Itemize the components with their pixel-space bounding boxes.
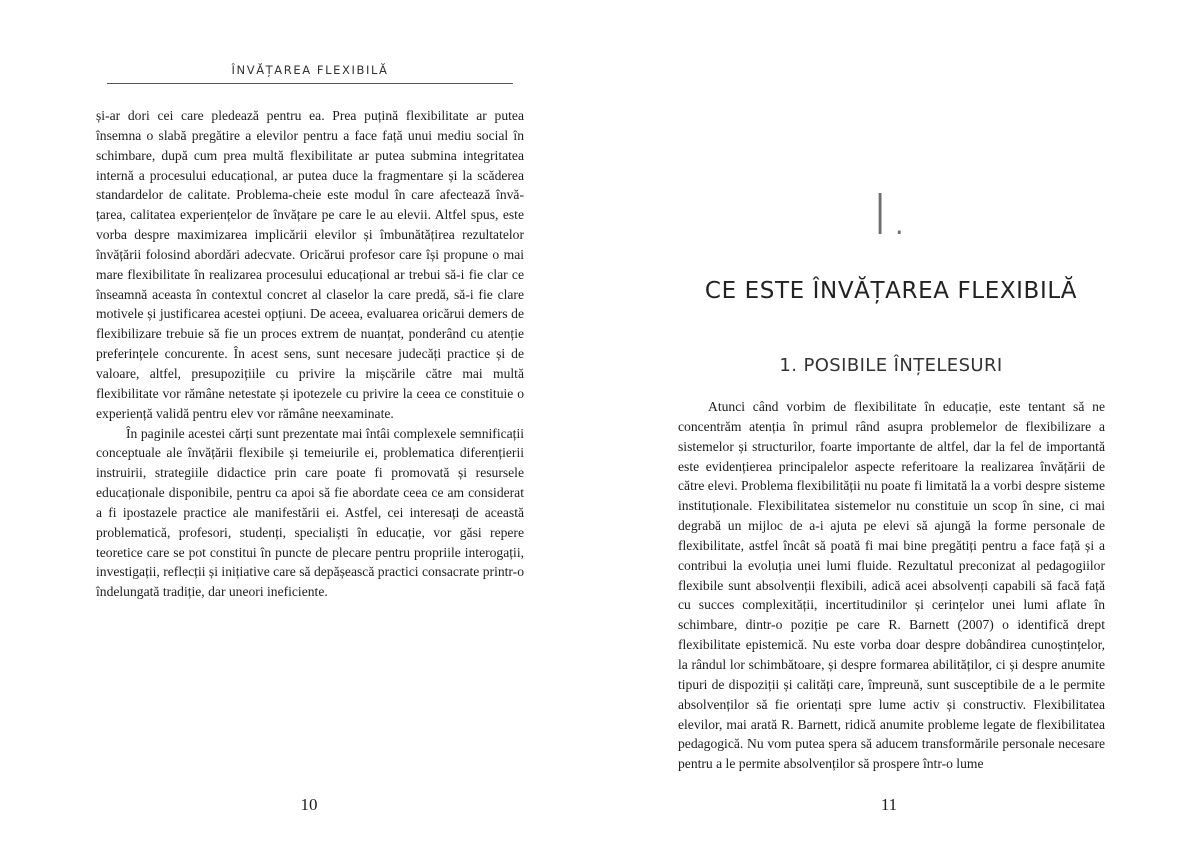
- header-rule: [107, 83, 513, 84]
- section-title: 1. POSIBILE ÎNȚELESURI: [779, 355, 1003, 376]
- running-header: ÎNVĂȚAREA FLEXIBILĂ: [231, 63, 389, 77]
- paragraph: În paginile acestei cărți sunt prezentate mai întâi complexele semnificații conceptuale ale învățării flexibile și temeiurile ei, problematica diferențierii instruirii, strategiile didactice prin care poate fi promovată și resursele educaționale disponibile, pentru ca apoi să fie abordate ceea ce am considerat a fi ipostazele practice ale manifestării ei. Astfel, cei interesați de această problematică, profesori, studenți, specialiști în educație, vor găsi repere teoretice care se pot constitui în puncte de plecare pentru propriile interogații, investigații, reflecții și inițiative care să depășească practici consacrate printr-o îndelungată tradiție, dar uneori ineficiente.: [96, 425, 524, 600]
- page-number: 10: [300, 795, 318, 814]
- chapter-numeral: I.: [871, 183, 911, 248]
- chapter-title: CE ESTE ÎNVĂȚAREA FLEXIBILĂ: [704, 278, 1078, 304]
- paragraph: Atunci când vorbim de flexibilitate în educație, este tentant să ne concentrăm atenția în primul rând asupra problemelor de flexibilizare a sistemelor și structurilor, foarte importante de altfel, dar la fel de importantă este evidențierea principalelor aspecte referitoare la realizarea învățării de către elevi. Problema flexibilității nu poate fi limitată la a vorbi despre sisteme instituționale. Flexibilitatea sistemelor nu constituie un scop în sine, ci mai degrabă un mijloc de a-i ajuta pe elevi să ajungă la forme personale de flexibilitate, astfel încât să poată fi mai bine pregătiți pentru a face față și a contribui la evoluția unei lumi fluide. Rezultatul preconizat al pedagogiilor flexibile sunt absolvenții flexibili, adică acei absolvenți capabili să facă față cu succes complexității, incertitudinilor și cerințelor unei lumi aflate în schimbare, dintr-o poziție pe care R. Barnett (2007) o identifică drept flexibilitate epistemică. Nu este vorba doar despre dobândirea cunoștințelor, la rândul lor schimbătoare, și despre formarea abilităților, ci și despre anumite tipuri de dispoziții și calități care, împreună, sunt susceptibile de a le permite absolvenților să fie orientați spre lume activ și constructiv. Flexibilitatea elevilor, mai arată R. Barnett, ridică anumite probleme legate de flexibilitatea pedagogică. Nu vom putea spera să aducem transformările personale necesare pentru a le permite absolvenților să prospere într-o lume: [678, 399, 1105, 772]
- page-number: 11: [880, 795, 898, 814]
- paragraph: și-ar dori cei care pledează pentru ea. Prea puțină flexibilitate ar putea însemna o slabă pregătire a elevilor pentru a face față unui mediu social în schimbare, după cum prea multă flexibilitate ar putea submina integritatea internă a procesului educațional, ar putea duce la fragmentare și la scăderea standardelor de calitate. Problema-cheie este modul în care afectează învă-țarea, calitatea experiențelor de învățare pe care le au elevii. Altfel spus, este vorba despre maximizarea implicării elevilor și îmbunătățirea rezultatelor învățării folosind abordări adecvate. Oricărui profesor care își propune o mai mare flexibilitate în realizarea procesului educațional ar trebui să-i fie clar ce înseamnă aceasta în contextul concret al claselor la care predă, să-i fie clare motivele și justificarea acestei opțiuni. De aceea, evaluarea oricărui demers de flexibilizare trebuie să fie un proces extrem de nuanțat, ponderând cu atenție preferințele concurente. În acest sens, sunt necesare judecăți practice și de valoare, altfel, presupozițiile cu privire la mișcările către mai multă flexibilitate vor rămâne netestate și ipotezele cu privire la ceea ce constituie o experiență validă pentru elev vor rămâne neexaminate.: [96, 108, 524, 421]
- right-body-text: [678, 397, 1105, 774]
- left-body-text: [96, 106, 524, 602]
